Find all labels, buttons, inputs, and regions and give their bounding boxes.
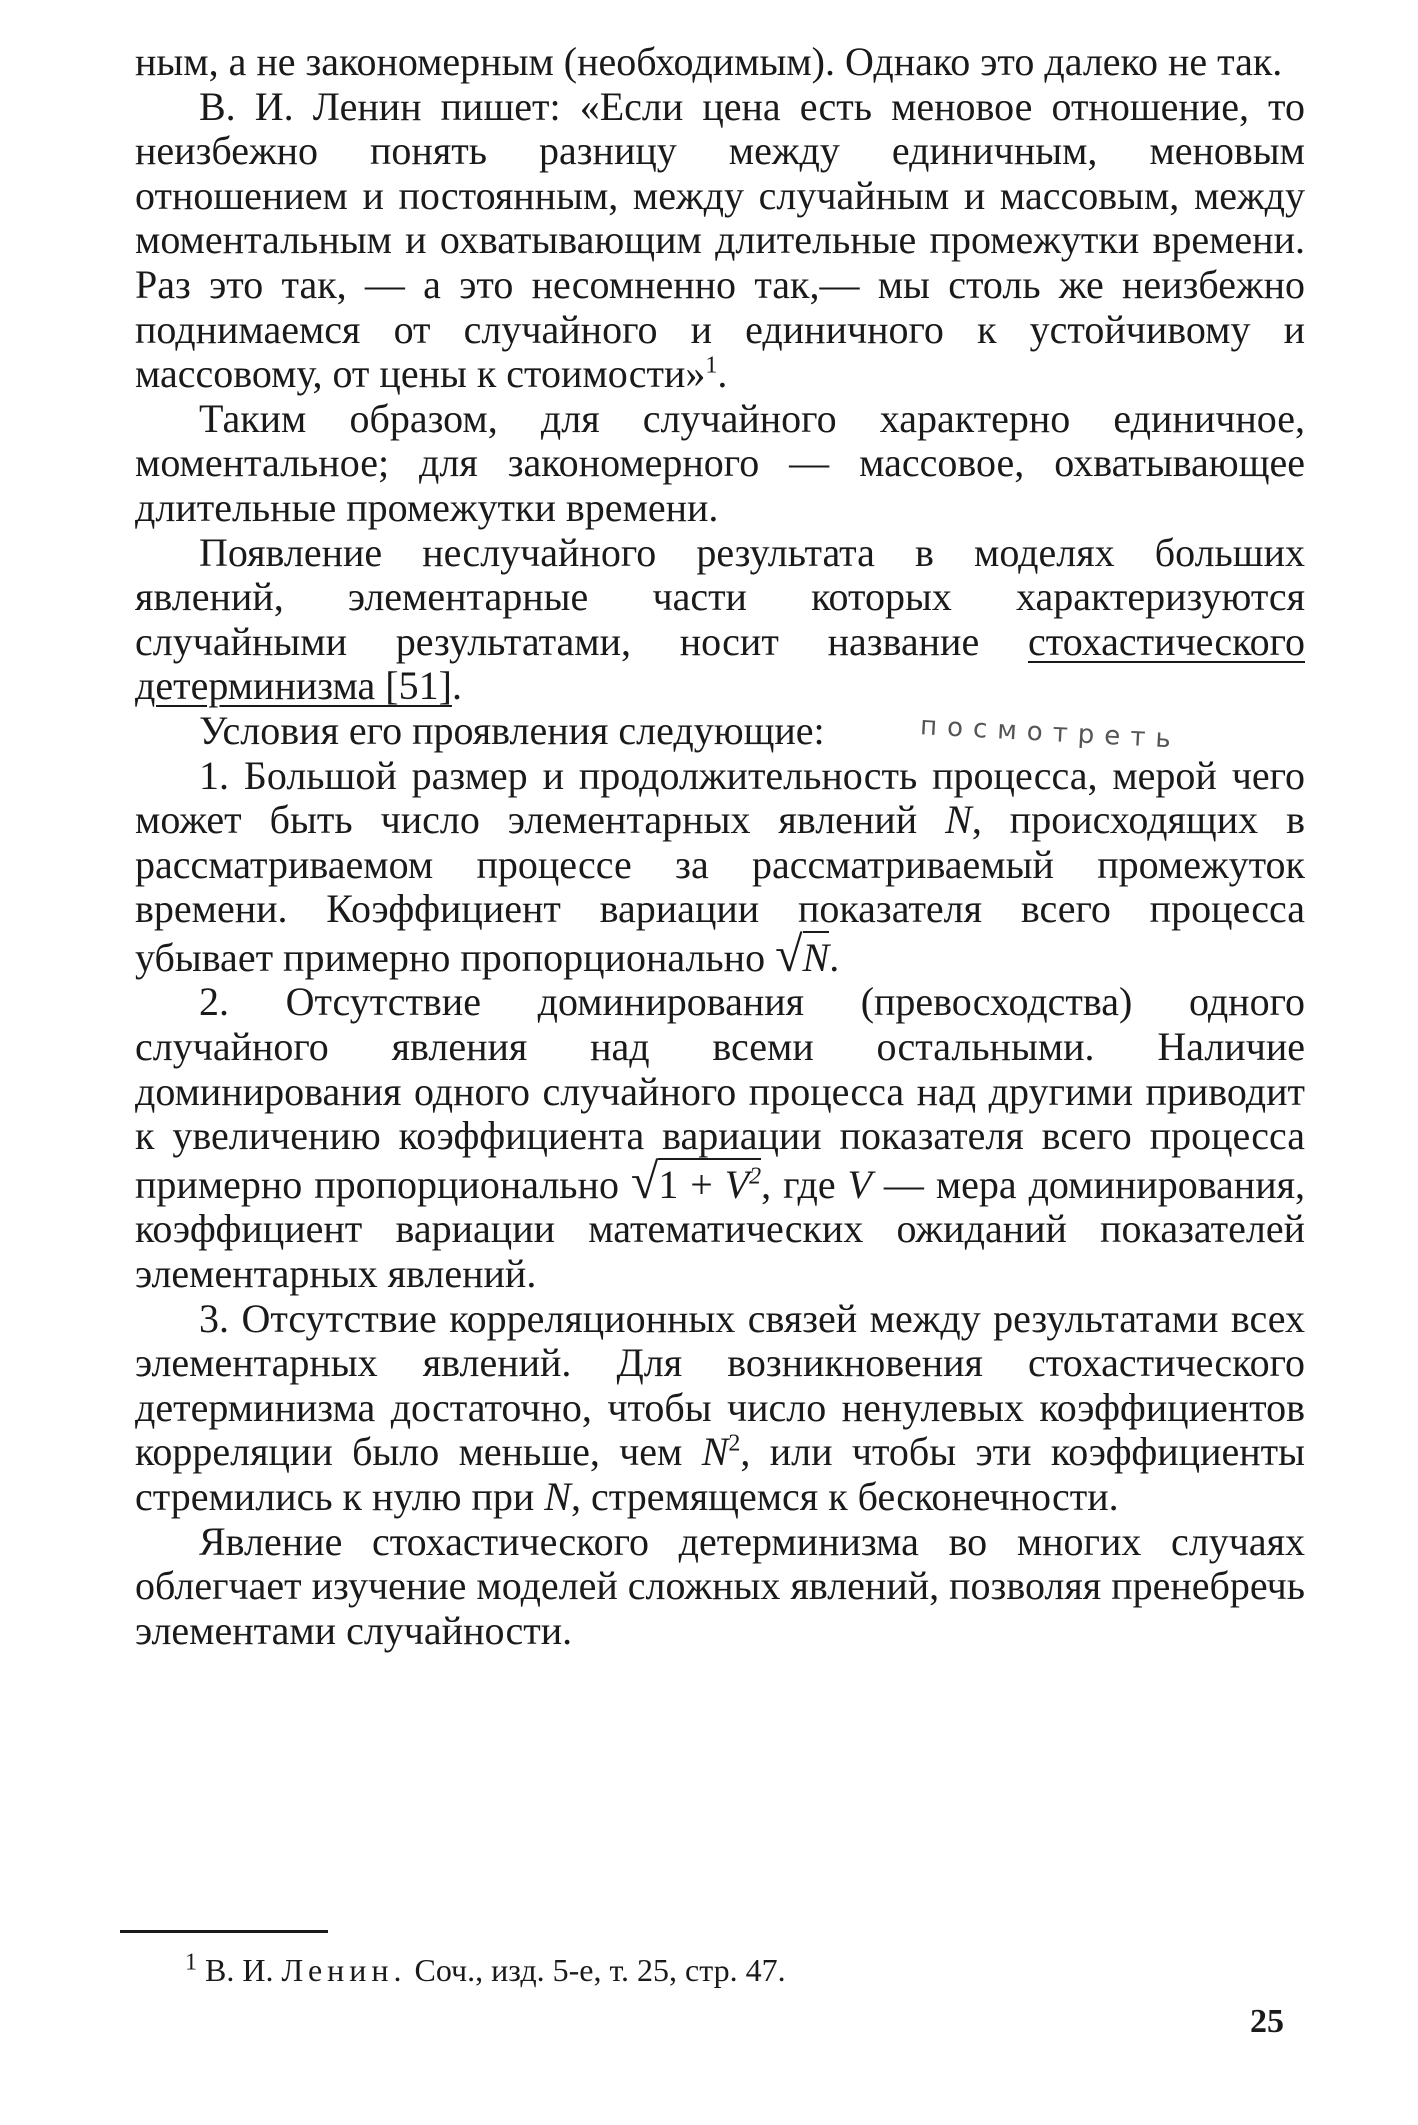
- paragraph-condition-3: 3. Отсутствие корреляционных связей между результатами всех элементарных явлений. Для возникновения стохастического детерминизма достаточно, чтобы число ненулевых коэффициентов корреляции было меньше, чем $N^2$, или чтобы эти коэффициенты стремились к нулю при N, стремящемся к бесконечности.: [135, 1295, 1306, 1519]
- footnote-ref: 1: [705, 352, 718, 379]
- paragraph-continuation: ным, а не закономерным (необходимым). Однако это далеко не так.: [135, 39, 1283, 84]
- paragraph-condition-2: 2. Отсутствие доминирования (превосходства) одного случайного явления над всеми остальными. Наличие доминирования одного случайного процесса над другими приводит к увеличению коэффициента вариации показателя всего процесса примерно пропорционально $√1 + V^2$, где V — мера доминирования, коэффициент вариации математических ожиданий показателей элементарных явлений.: [135, 979, 1306, 1297]
- paragraph-condition-1: 1. Большой размер и продолжительность процесса, мерой чего может быть число элементарных явлений N, происходящих в рассматриваемом процессе за рассматриваемый промежуток времени. Коэффициент вариации показателя всего процесса убывает примерно пропорционально √N.: [135, 752, 1305, 982]
- paragraph-definition: Появление неслучайного результата в моделях больших явлений, элементарные части которых характеризуются случайными результатами, носит название стохастического детерминизма [51].: [135, 529, 1305, 709]
- page-number: 25: [1250, 2003, 1284, 2040]
- handwritten-margin-note: посмотреть: [919, 711, 1182, 755]
- sqrt-n-formula: √N: [775, 925, 830, 982]
- var-v: V: [847, 1161, 872, 1207]
- paragraph-conclusion: Таким образом, для случайного характерно единичное, моментальное; для закономерного — массовое, охватывающее длительные промежутки времени.: [135, 395, 1305, 530]
- paragraph-conditions-intro: Условия его проявления следующие:: [199, 707, 825, 753]
- footnote: $^1$ В. И. Ленин. Соч., изд. 5-е, т. 25, стр. 47.: [185, 1949, 786, 1988]
- page-body: [135, 40, 1305, 1653]
- paragraph-lenin-quote: В. И. Ленин пишет: «Если цена есть меновое отношение, то неизбежно понять разницу между единичным, меновым отношением и постоянным, между случайным и массовым, между моментальным и охватывающим длительные промежутки времени. Раз это так, — а это несомненно так,— мы столь же неизбежно поднимаемся от случайного и единичного к устойчивому и массовому, от цены к стоимости»$^1$.: [135, 83, 1305, 397]
- var-n: N: [544, 1474, 571, 1519]
- footnote-divider: [120, 1930, 328, 1933]
- var-n-squared: N: [701, 1429, 729, 1475]
- paragraph-final: Явление стохастического детерминизма во многих случаях облегчает изучение моделей сложных явлений, позволяя пренебречь элементами случайности.: [135, 1518, 1305, 1653]
- var-n: N: [945, 797, 972, 843]
- underlined-term: стохастического детерминизма [51]: [135, 618, 1305, 709]
- sqrt-formula: $√1 + V^2$: [630, 1152, 762, 1209]
